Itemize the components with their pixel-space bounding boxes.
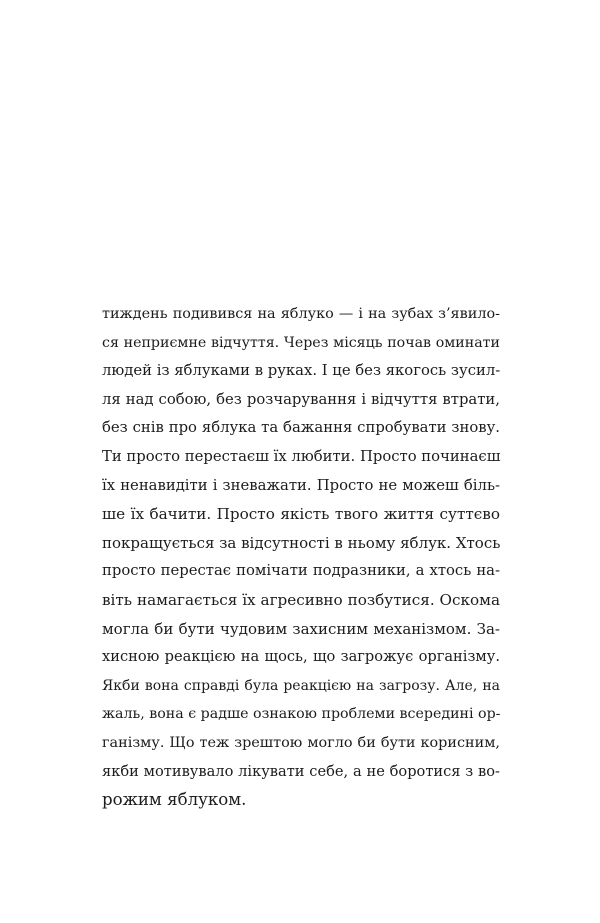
text-line: їх ненавидіти і зневажати. Просто не можеш біль- xyxy=(102,476,500,494)
text-line: хисною реакцією на щось, що загрожує організму. xyxy=(102,648,500,666)
text-line: просто перестає помічати подразники, а хтось на- xyxy=(102,562,500,580)
text-line: Ти просто перестаєш їх любити. Просто починаєш xyxy=(102,447,501,465)
text-line: якби мотивувало лікувати себе, а не боротися з во- xyxy=(102,762,500,780)
text-line: ся неприємне відчуття. Через місяць почав оминати xyxy=(102,334,500,351)
text-line: тиждень подивився на яблуко — і на зубах з’явило- xyxy=(102,306,500,322)
body-text xyxy=(102,300,500,815)
text-line: ганізму. Що теж зрештою могло би бути корисним, xyxy=(102,734,500,751)
text-line: віть намагається їх агресивно позбутися. Оскома xyxy=(102,590,500,609)
text-line: жаль, вона є радше ознакою проблеми всередині ор- xyxy=(102,706,501,723)
text-line: рожим яблуком. xyxy=(102,790,247,810)
text-line: ше їх бачити. Просто якість твого життя суттєво xyxy=(102,505,500,524)
text-line: людей із яблуками в руках. І це без якогось зусил- xyxy=(102,362,501,380)
text-line: ля над собою, без розчарування і відчуття втрати, xyxy=(102,390,500,408)
text-line: покращується за відсутності в ньому яблук. Хтось xyxy=(102,533,501,552)
text-line: Якби вона справді була реакцією на загрозу. Але, на xyxy=(102,677,500,694)
text-line: без снів про яблука та бажання спробувати знову. xyxy=(102,419,500,437)
text-line: могла би бути чудовим захисним механізмом. За- xyxy=(102,619,500,638)
